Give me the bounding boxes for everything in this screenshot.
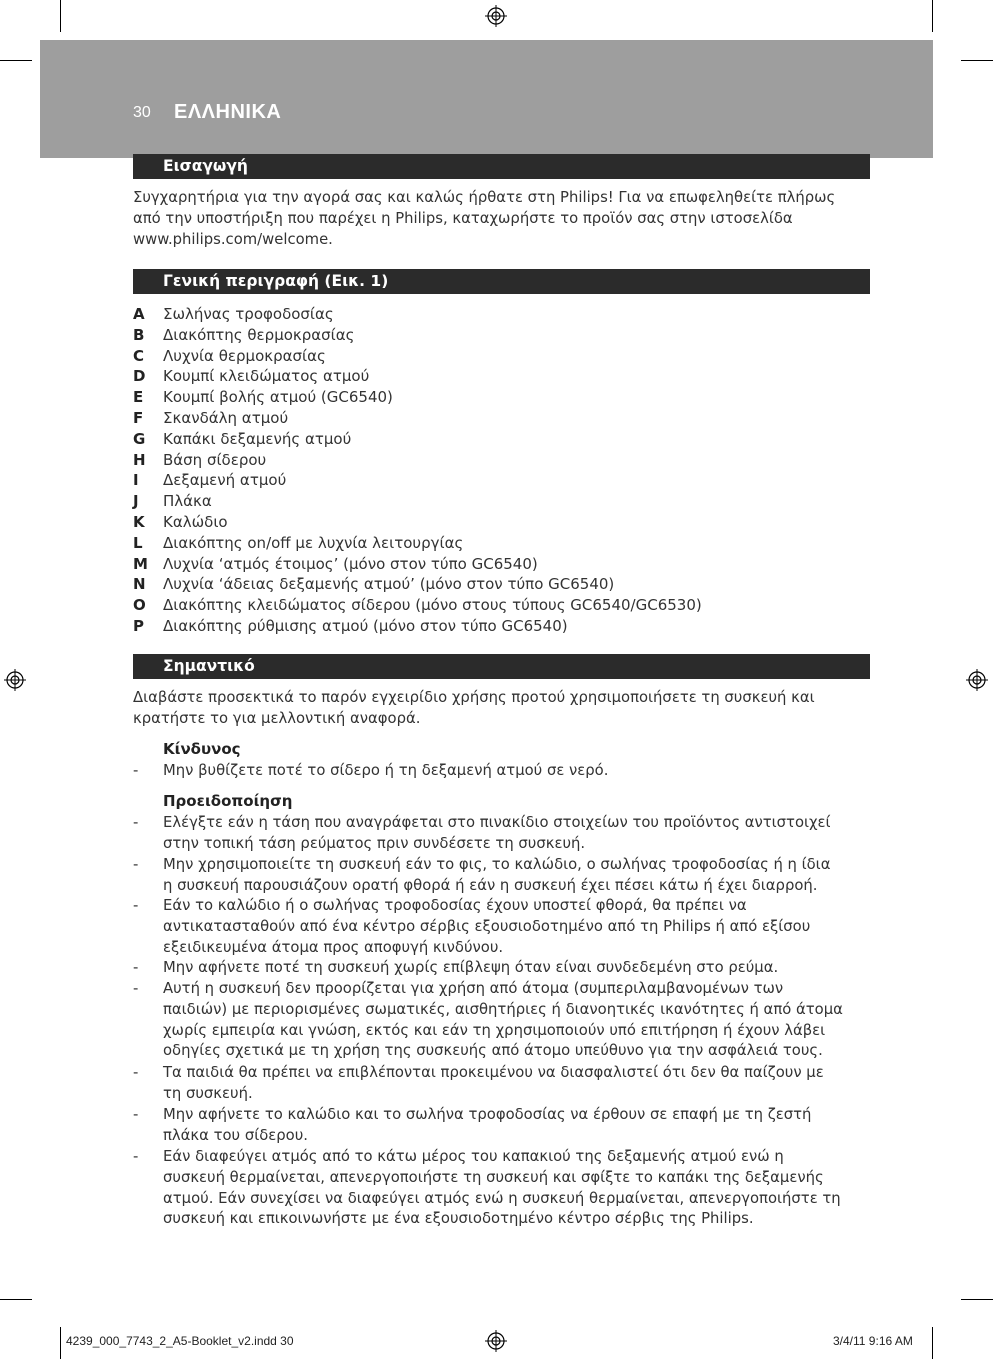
crop-mark bbox=[60, 0, 61, 32]
bullet-text bbox=[163, 855, 873, 897]
item-letter: G bbox=[133, 429, 146, 448]
item-letter: I bbox=[133, 471, 139, 490]
item-text: Λυχνία ‘άδειας δεξαμενής ατμού’ (μόνο στον τύπο GC6540) bbox=[163, 575, 615, 594]
text-line: εξειδικευμένα άτομα προς αποφυγή κινδύνου. bbox=[163, 938, 504, 956]
bullet-text bbox=[163, 958, 873, 979]
crop-mark bbox=[60, 1327, 61, 1359]
bullet-dash: - bbox=[133, 1148, 139, 1165]
bullet-item bbox=[133, 979, 873, 1062]
text-line: αντικατασταθούν από ένα κέντρο σέρβις εξουσιοδοτημένο από τη Philips ή από εξίσου bbox=[163, 917, 811, 935]
bullet-dash: - bbox=[133, 980, 139, 997]
bullet-text bbox=[163, 896, 873, 958]
text-line: Ελέγξτε εάν η τάση που αναγράφεται στο πινακίδιο στοιχείων του προϊόντος αντιστοιχεί bbox=[163, 814, 831, 831]
registration-mark-icon bbox=[966, 669, 988, 691]
footer-date: 3/4/11 9:16 AM bbox=[833, 1334, 913, 1348]
text-line: παιδιών) με περιορισμένες σωματικές, αισθητήριες ή διανοητικές ικανότητες ή από άτομα bbox=[163, 1000, 843, 1018]
crop-mark bbox=[0, 1299, 32, 1300]
item-text: Διακόπτης on/off με λυχνία λειτουργίας bbox=[163, 533, 464, 552]
crop-mark bbox=[961, 1299, 993, 1300]
bullet-dash: - bbox=[133, 897, 139, 914]
text-line: Μην χρησιμοποιείτε τη συσκευή εάν το φις, το καλώδιο, ο σωλήνας τροφοδοσίας ή η ίδια bbox=[163, 856, 831, 873]
item-letter: H bbox=[133, 450, 146, 469]
text-line: Μην βυθίζετε ποτέ το σίδερο ή τη δεξαμενή ατμού σε νερό. bbox=[163, 762, 609, 779]
text-line: συσκευή θερμαίνεται, απενεργοποιήστε τη συσκευή και σφίξτε το καπάκι της δεξαμενής bbox=[163, 1168, 824, 1186]
item-text: Λυχνία ‘ατμός έτοιμος’ (μόνο στον τύπο GC6540) bbox=[163, 554, 538, 573]
bullet-item bbox=[133, 958, 873, 979]
item-text: Διακόπτης κλειδώματος σίδερου (μόνο στους τύπους GC6540/GC6530) bbox=[163, 596, 702, 615]
crop-mark bbox=[932, 1327, 933, 1359]
text-line: κρατήστε το για μελλοντική αναφορά. bbox=[133, 709, 421, 727]
item-letter: P bbox=[133, 616, 144, 635]
bullet-item bbox=[133, 1105, 873, 1147]
text-line: Μην αφήνετε ποτέ τη συσκευή χωρίς επίβλεψη όταν είναι συνδεδεμένη στο ρεύμα. bbox=[163, 959, 779, 976]
item-text: Κουμπί βολής ατμού (GC6540) bbox=[163, 388, 393, 407]
item-letter: J bbox=[133, 492, 139, 511]
intro-paragraph bbox=[133, 188, 873, 250]
item-text: Σωλήνας τροφοδοσίας bbox=[163, 305, 334, 323]
bullet-dash: - bbox=[133, 1064, 139, 1081]
bullet-item bbox=[133, 813, 873, 855]
text-line: στην τοπική τάση ρεύματος πριν συνδέσετε τη συσκευή. bbox=[163, 834, 586, 852]
bullet-item bbox=[133, 1063, 873, 1105]
text-line: πλάκα του σίδερου. bbox=[163, 1126, 308, 1144]
text-line: Μην αφήνετε το καλώδιο και το σωλήνα τροφοδοσίας να έρθουν σε επαφή με τη ζεστή bbox=[163, 1106, 812, 1123]
crop-mark bbox=[0, 60, 32, 61]
bullet-item bbox=[133, 761, 873, 782]
item-letter: A bbox=[133, 305, 145, 323]
item-letter: D bbox=[133, 367, 146, 386]
bullet-text bbox=[163, 1147, 873, 1230]
warning-heading: Προειδοποίηση bbox=[163, 792, 293, 810]
registration-mark-icon bbox=[485, 5, 507, 27]
important-paragraph bbox=[133, 688, 873, 730]
item-text: Δεξαμενή ατμού bbox=[163, 471, 287, 490]
text-line: Αυτή η συσκευή δεν προορίζεται για χρήση από άτομα (συμπεριλαμβανομένων των bbox=[163, 980, 784, 997]
bullet-dash: - bbox=[133, 814, 139, 831]
bullet-item bbox=[133, 1147, 873, 1230]
text-line: χωρίς εμπειρία και γνώση, εκτός και εάν τη χρησιμοποιούν υπό επιτήρηση ή έχουν λάβει bbox=[163, 1021, 826, 1039]
item-text: Διακόπτης θερμοκρασίας bbox=[163, 325, 355, 344]
text-line: ατμού. Εάν συνεχίσει να διαφεύγει ατμός ενώ η συσκευή θερμαίνεται, απενεργοποιήστε τη bbox=[163, 1189, 841, 1207]
section-bar-important: Σημαντικό bbox=[133, 654, 870, 679]
item-letter: B bbox=[133, 325, 145, 344]
bullet-text bbox=[163, 979, 873, 1062]
bullet-text bbox=[163, 1105, 873, 1147]
item-text: Βάση σίδερου bbox=[163, 450, 267, 469]
bullet-dash: - bbox=[133, 959, 139, 976]
item-text: Καπάκι δεξαμενής ατμού bbox=[163, 429, 352, 448]
page-number: 30 bbox=[133, 104, 151, 121]
crop-mark bbox=[961, 60, 993, 61]
text-line: Εάν διαφεύγει ατμός από το κάτω μέρος του καπακιού της δεξαμενής ατμού ενώ η bbox=[163, 1148, 784, 1165]
text-line: οδηγίες σχετικά με τη χρήση της συσκευής από άτομο υπεύθυνο για την ασφάλειά τους. bbox=[163, 1042, 823, 1060]
item-letter: N bbox=[133, 575, 146, 594]
text-line: συσκευή και επικοινωνήστε με ένα εξουσιοδοτημένο κέντρο σέρβις της Philips. bbox=[163, 1210, 754, 1228]
bullet-text bbox=[163, 761, 873, 782]
text-line: Εάν το καλώδιο ή ο σωλήνας τροφοδοσίας έχουν υποστεί φθορά, θα πρέπει να bbox=[163, 897, 747, 914]
danger-heading: Κίνδυνος bbox=[163, 740, 241, 758]
section-bar-general-description: Γενική περιγραφή (Εικ. 1) bbox=[133, 269, 870, 294]
item-text: Κουμπί κλειδώματος ατμού bbox=[163, 367, 370, 386]
bullet-dash: - bbox=[133, 762, 139, 779]
item-text: Διακόπτης ρύθμισης ατμού (μόνο στον τύπο GC6540) bbox=[163, 616, 568, 635]
crop-mark bbox=[932, 0, 933, 32]
item-letter: M bbox=[133, 554, 148, 573]
text-line: Συγχαρητήρια για την αγορά σας και καλώς ήρθατε στη Philips! Για να επωφεληθείτε πλήρως bbox=[133, 189, 836, 206]
item-text: Καλώδιο bbox=[163, 512, 228, 531]
language-title: ΕΛΛΗΝΙΚΑ bbox=[174, 101, 282, 123]
item-letter: C bbox=[133, 346, 145, 365]
bullet-text bbox=[163, 813, 873, 855]
bullet-item bbox=[133, 855, 873, 897]
bullet-dash: - bbox=[133, 856, 139, 873]
registration-mark-icon bbox=[4, 669, 26, 691]
bullet-text bbox=[163, 1063, 873, 1105]
bullet-item bbox=[133, 896, 873, 958]
section-bar-intro: Εισαγωγή bbox=[133, 154, 870, 179]
bullet-dash: - bbox=[133, 1106, 139, 1123]
item-letter: F bbox=[133, 408, 144, 427]
text-line: Τα παιδιά θα πρέπει να επιβλέπονται προκειμένου να διασφαλιστεί ότι δεν θα παίζουν με bbox=[163, 1064, 824, 1081]
item-letter: K bbox=[133, 512, 145, 531]
registration-mark-icon bbox=[485, 1330, 507, 1352]
header-band bbox=[40, 40, 933, 158]
text-line: από την υποστήριξη που παρέχει η Philips, καταχωρήστε το προϊόν σας στην ιστοσελίδα bbox=[133, 209, 793, 227]
item-letter: O bbox=[133, 596, 146, 615]
text-line: τη συσκευή. bbox=[163, 1084, 253, 1102]
item-letter: E bbox=[133, 388, 144, 407]
text-line: www.philips.com/welcome. bbox=[133, 230, 333, 248]
text-line: Διαβάστε προσεκτικά το παρόν εγχειρίδιο χρήσης προτού χρησιμοποιήσετε τη συσκευή και bbox=[133, 689, 815, 706]
item-text: Λυχνία θερμοκρασίας bbox=[163, 346, 326, 365]
item-text: Σκανδάλη ατμού bbox=[163, 408, 289, 427]
item-text: Πλάκα bbox=[163, 492, 212, 511]
item-letter: L bbox=[133, 533, 143, 552]
footer-filename: 4239_000_7743_2_A5-Booklet_v2.indd 30 bbox=[66, 1334, 294, 1348]
text-line: η συσκευή παρουσιάζουν ορατή φθορά ή εάν η συσκευή έχει πέσει κάτω ή έχει διαρροή. bbox=[163, 876, 818, 894]
